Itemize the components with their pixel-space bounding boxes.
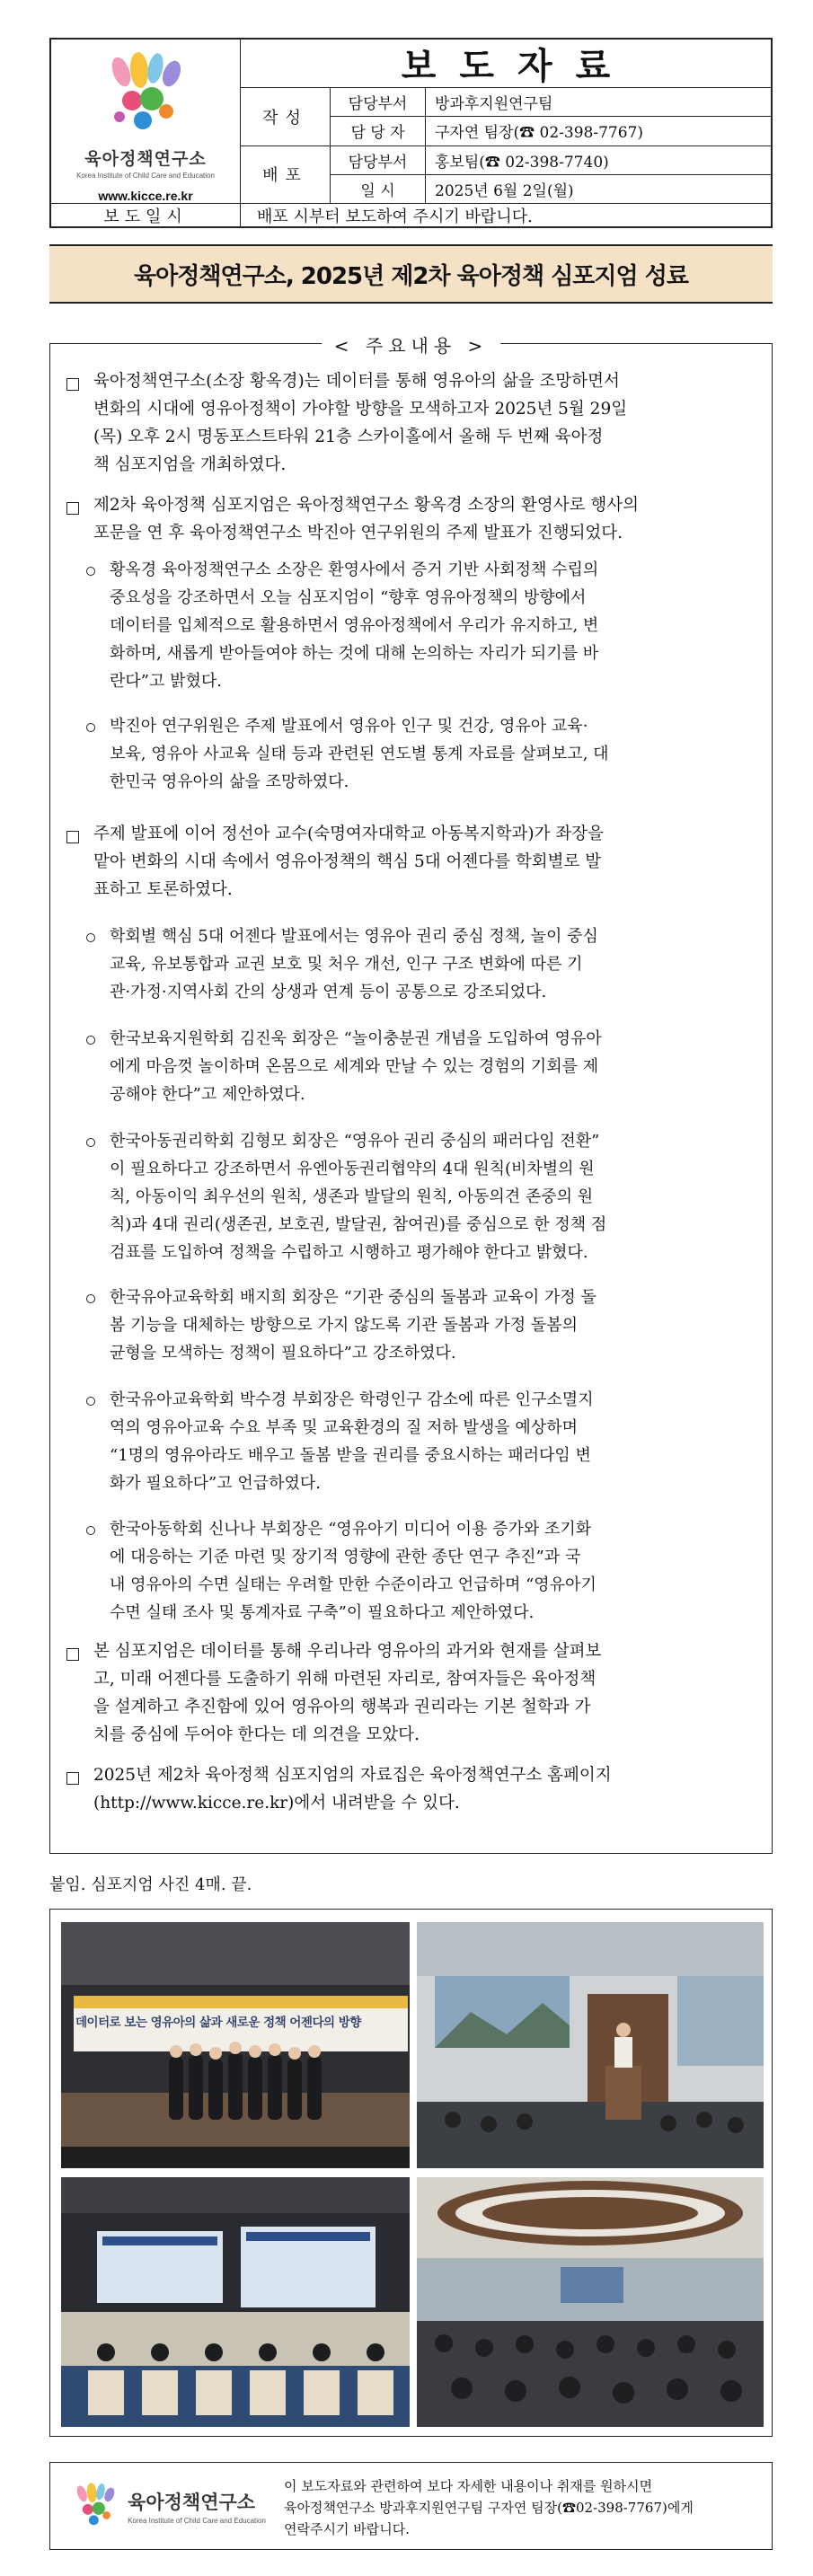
text-line: 을 설계하고 추진함에 있어 영유아의 행복과 권리라는 기본 철학과 가 [93,1698,591,1716]
circle-bullet-icon [86,1294,95,1303]
text-line: 한국유아교육학회 배지희 회장은 “기관 중심의 돌봄과 교육이 가정 돌 [110,1288,596,1307]
photo-banner-text: 데이터로 보는 영유아의 삶과 새로운 정책 어젠다의 방향 [75,2016,361,2030]
photo-grid [49,1909,773,2437]
paragraph [93,367,758,479]
text-line: 황옥경 육아정책연구소 소장은 환영사에서 증거 기반 사회정책 수립의 [110,560,599,579]
text-line: 중요성을 강조하면서 오늘 심포지엄이 “향후 영유아정책의 방향에서 [110,588,587,607]
audience-photo-image [417,2177,764,2427]
symposium-photo-panel [61,2177,410,2427]
circle-bullet-icon [86,1138,95,1147]
info-value: 2025년 6월 2일(월) [435,181,574,200]
info-value: 구자연 팀장(☎ 02-398-7767) [435,124,644,143]
square-bullet-icon [66,502,79,515]
org-name-en: Korea Institute of Child Care and Education [76,172,215,180]
info-value: 홍보팀(☎ 02-398-7740) [435,153,609,172]
text-line: 칙, 아동이익 최우선의 원칙, 생존과 발달의 원칙, 아동의견 존중의 원 [110,1187,594,1206]
text-line: 고, 미래 어젠다를 도출하기 위해 마련된 자리로, 참여자들은 육아정책 [93,1670,596,1689]
circle-bullet-icon [86,1397,95,1406]
text-line: “1명의 영유아라도 배우고 돌봄 받을 권리를 중요시하는 패러다임 변 [110,1446,591,1465]
speaker-photo-image [417,1922,764,2168]
square-bullet-icon [66,378,79,391]
text-line: 한국보육지원학회 김진욱 회장은 “놀이충분권 개념을 도입하여 영유아 [110,1029,602,1048]
bullet-item [110,922,760,1006]
text-line: 검표를 도입하여 정책을 수립하고 시행하고 평가해야 한다고 밝혔다. [110,1243,588,1262]
bullet-item [110,1025,760,1108]
info-key: 담당부서 [331,146,426,174]
circle-bullet-icon [86,1036,95,1045]
text-line: 연락주시기 바랍니다. [284,2521,410,2537]
text-line: 에게 마음껏 놀이하며 온몸으로 세계와 만날 수 있는 경험의 기회를 제 [110,1057,599,1076]
header-top [51,40,771,204]
text-line: 박진아 연구위원은 주제 발표에서 영유아 인구 및 건강, 영유아 교육· [110,717,588,736]
circle-bullet-icon [86,567,95,576]
release-row [51,204,771,227]
contact-footer [49,2462,773,2550]
kicce-logo-icon [68,2479,122,2533]
paragraph [93,820,758,904]
text-line: 봄 기능을 대체하는 방향으로 가지 않도록 기관 돌봄과 가정 돌봄의 [110,1316,578,1335]
square-bullet-icon [66,1772,79,1785]
text-line: 공해야 한다”고 제안하였다. [110,1085,305,1104]
press-release-header [49,38,773,228]
info-row [331,88,771,117]
text-line: 학회별 핵심 5대 어젠다 발표에서는 영유아 권리 중심 정책, 놀이 중심 [110,927,598,946]
org-name: 육아정책연구소 [84,149,207,169]
group-label-distribution: 배포 [262,166,308,186]
text-line: 한국아동학회 신나나 부회장은 “영유아기 미디어 이용 증가와 조기화 [110,1520,592,1539]
text-line: 이 필요하다고 강조하면서 유엔아동권리협약의 4대 원칙(비차별의 원 [110,1160,595,1178]
text-line: 변화의 시대에 영유아정책이 가야할 방향을 모색하고자 2025년 5월 29일 [93,400,628,419]
info-key: 일 시 [331,175,426,203]
group-label-author: 작성 [241,88,330,146]
headline-text: 육아정책연구소, 2025년 제2차 육아정책 심포지엄 성료 [134,262,688,290]
text-line: 한국유아교육학회 박수경 부회장은 학령인구 감소에 따른 인구소멸지 [110,1390,594,1409]
square-bullet-icon [66,831,79,843]
text-line: 에 대응하는 기준 마련 및 장기적 영향에 관한 종단 연구 추진”과 국 [110,1548,581,1566]
headline-banner [49,244,773,304]
footer-logo [50,2463,284,2549]
paragraph [93,491,758,547]
panel-photo-image [61,2177,410,2427]
info-value: 방과후지원연구팀 [435,95,553,114]
text-line: 내 영유아의 수면 실태는 우려할 만한 수준이라고 언급하며 “영유아기 [110,1575,596,1594]
info-group-labels [241,88,331,203]
circle-bullet-icon [86,723,95,732]
info-key: 담당부서 [331,88,426,116]
circle-bullet-icon [86,933,95,942]
text-line: 관·가정·지역사회 간의 상생과 연계 등이 공통으로 강조되었다. [110,983,547,1001]
text-line: 교육, 유보통합과 교권 보호 및 처우 개선, 인구 구조 변화에 따른 기 [110,955,583,974]
text-line: 칙)과 4대 권리(생존권, 보호권, 발달권, 참여권)를 중심으로 한 정책 점 [110,1215,607,1234]
text-line: 화가 필요하다”고 언급하였다. [110,1474,322,1493]
bullet-item [110,712,760,796]
release-label: 보도일시 [51,204,241,227]
symposium-photo-audience [417,2177,764,2427]
bullet-item [110,556,760,695]
text-line: 수면 실태 조사 및 통계자료 구축”이 필요하다고 제안하였다. [110,1603,535,1622]
text-line: 주제 발표에 이어 정선아 교수(숙명여자대학교 아동복지학과)가 좌장을 [93,825,604,843]
text-line: 데이터를 입체적으로 활용하면서 영유아정책에서 우리가 유지하고, 변 [110,616,599,635]
attachment-note: 붙임. 심포지엄 사진 4매. 끝. [49,1875,252,1894]
text-line: 이 보도자료와 관련하여 보다 자세한 내용이나 취재를 원하시면 [284,2478,653,2494]
text-line: 란다”고 밝혔다. [110,672,222,691]
square-bullet-icon [66,1648,79,1661]
symposium-photo-speaker [417,1922,764,2168]
text-line: 맡아 변화의 시대 속에서 영유아정책의 핵심 5대 어젠다를 학회별로 발 [93,852,602,871]
text-line: 2025년 제2차 육아정책 심포지엄의 자료집은 육아정책연구소 홈페이지 [93,1766,612,1785]
doc-title: 보도자료 [401,46,634,87]
text-line: 책 심포지엄을 개최하였다. [93,455,287,474]
info-row [331,146,771,175]
release-value: 배포 시부터 보도하여 주시기 바랍니다. [257,207,533,226]
text-line: 화하며, 새롭게 받아들여야 하는 것에 대해 논의하는 자리가 되기를 바 [110,644,599,663]
kicce-logo-icon [96,45,195,144]
logo-cell [51,40,241,203]
footer-contact-text [284,2463,772,2549]
title-row [241,40,771,88]
text-line: 표하고 토론하였다. [93,880,233,899]
circle-bullet-icon [86,1526,95,1535]
info-row [331,175,771,203]
org-url: www.kicce.re.kr [98,189,193,203]
info-key: 담 당 자 [331,117,426,145]
text-line: 역의 영유아교육 수요 부족 및 교육환경의 질 저하 발생을 예상하며 [110,1418,578,1437]
main-content-box [49,335,773,1854]
group-photo-image [61,1922,410,2168]
text-line: 제2차 육아정책 심포지엄은 육아정책연구소 황옥경 소장의 환영사로 행사의 [93,496,639,515]
info-row [331,117,771,146]
text-line: 포문을 연 후 육아정책연구소 박진아 연구위원의 주제 발표가 진행되었다. [93,524,623,543]
text-line: 육아정책연구소(소장 황옥경)는 데이터를 통해 영유아의 삶을 조망하면서 [93,372,620,391]
bullet-item [110,1127,760,1266]
footer-logo-text [128,2488,266,2525]
info-table [331,88,771,203]
text-line: 균형을 모색하는 정책이 필요하다”고 강조하였다. [110,1344,456,1363]
text-line: 보육, 영유아 사교육 실태 등과 관련된 연도별 통계 자료를 살펴보고, 대 [110,745,609,763]
text-line: 한국아동권리학회 김형모 회장은 “영유아 권리 중심의 패러다임 전환” [110,1132,600,1151]
text-line: (http://www.kicce.re.kr)에서 내려받을 수 있다. [93,1794,460,1813]
footer-org-name: 육아정책연구소 [128,2491,256,2513]
info-rows [241,88,771,203]
text-line: 본 심포지엄은 데이터를 통해 우리나라 영유아의 과거와 현재를 살펴보 [93,1642,602,1661]
bullet-item [110,1515,760,1627]
paragraph [93,1761,758,1817]
footer-org-name-en: Korea Institute of Child Care and Education [128,2516,266,2525]
symposium-photo-group [61,1922,410,2168]
bullet-item [110,1386,760,1497]
text-line: 한민국 영유아의 삶을 조망하였다. [110,772,349,791]
text-line: 육아정책연구소 방과후지원연구팀 구자연 팀장(☎02-398-7767)에게 [284,2500,694,2516]
bullet-item [110,1284,760,1367]
text-line: (목) 오후 2시 명동포스트타워 21층 스카이홀에서 올해 두 번째 육아정 [93,428,604,446]
section-title: < 주요내용 > [322,331,501,357]
info-cell [241,40,771,203]
paragraph [93,1637,758,1749]
text-line: 치를 중심에 두어야 한다는 데 의견을 모았다. [93,1725,420,1744]
